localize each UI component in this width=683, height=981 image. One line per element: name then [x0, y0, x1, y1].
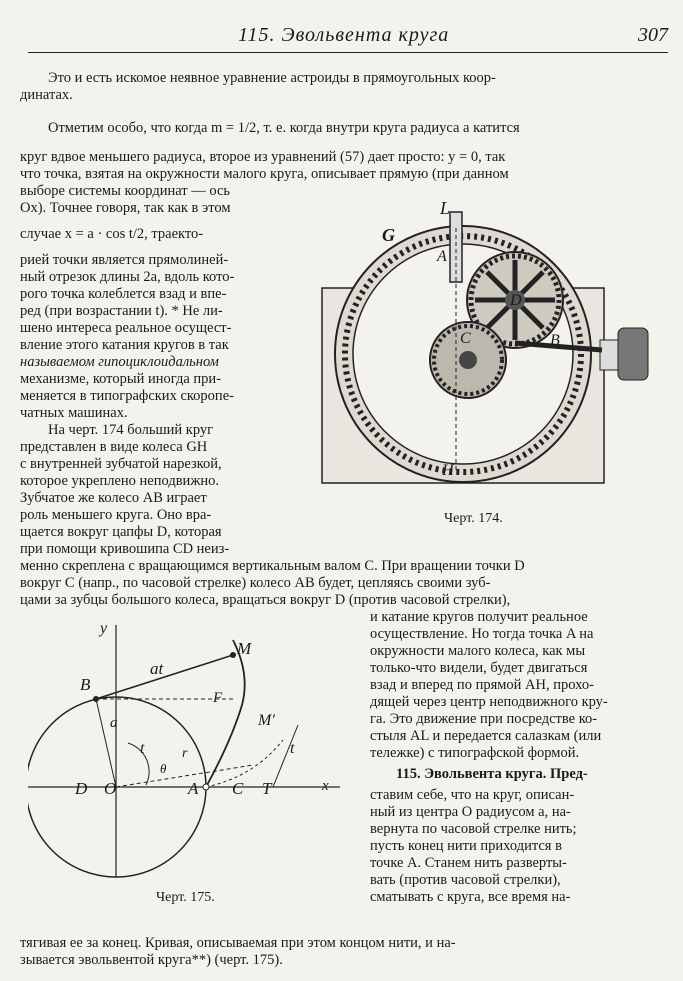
fig175-label-d: D — [75, 779, 88, 798]
text-line: выборе системы координат — ось — [20, 183, 231, 199]
shaft-drum — [618, 328, 648, 380]
figure-175-involute-diagram — [28, 615, 348, 885]
page-number: 307 — [638, 24, 668, 46]
fig175-label-o: O — [104, 779, 117, 798]
fig175-label-a: a — [110, 715, 118, 731]
point-m — [230, 652, 236, 658]
fig175-label-t2: t — [290, 740, 295, 757]
text-line: окружности малого колеса, как мы — [370, 643, 586, 659]
fig175-label-t1: t — [140, 740, 145, 757]
text-line: шено интереса реальное осущест- — [20, 320, 232, 336]
text-line: На черт. 174 больший круг — [48, 422, 214, 438]
text-line: ный из центра O радиусом a, на- — [370, 804, 571, 820]
fig175-label-a-point: A — [188, 779, 199, 798]
fig175-label-m-prime: M′ — [258, 712, 275, 729]
text-line: роль меньшего круга. Оно вра- — [20, 507, 212, 523]
text-line: ред (при возрастании t). * Не ли- — [20, 303, 223, 319]
text-line: рией точки является прямолиней- — [20, 252, 229, 268]
text-line: точке A. Станем нить разверты- — [370, 855, 567, 871]
fig174-label-g: G — [382, 225, 395, 245]
text-line: дящей через центр неподвижного кру- — [370, 694, 608, 710]
text-line: вернута по часовой стрелке нить; — [370, 821, 577, 837]
text-line: тягивая ее за конец. Кривая, описываемая при этом концом нити, и на- — [20, 935, 456, 951]
fig175-label-theta: θ — [160, 761, 167, 776]
text-line: рого точка колеблется взад и впе- — [20, 286, 227, 302]
text-line: Зубчатое же колесо AB играет — [20, 490, 207, 506]
text-line: случае x = a · cos t/2, траекто- — [20, 226, 204, 242]
fig175-label-c: C — [232, 779, 244, 798]
running-header — [28, 22, 668, 53]
fig175-label-y: y — [100, 620, 108, 637]
text-line: вление этого катания кругов в так — [20, 337, 229, 353]
text-line: вать (против часовой стрелки), — [370, 872, 561, 888]
text-line: круг вдвое меньшего радиуса, второе из уравнений (57) дает просто: y = 0, так — [20, 149, 506, 165]
text-line: пусть конец нити приходится в — [370, 838, 562, 854]
fig174-label-d: D — [510, 292, 522, 309]
text-line: называемом гипоциклоидальном — [20, 354, 219, 370]
text-line: только-что видели, будет двигаться — [370, 660, 588, 676]
text-line: взад и вперед по прямой AH, прохо- — [370, 677, 594, 693]
text-line: га. Это движение при посредстве ко- — [370, 711, 598, 727]
fig175-label-t-point: T — [262, 779, 272, 798]
text-line: ставим себе, что на круг, описан- — [370, 787, 575, 803]
text-line: сматывать с круга, все время на- — [370, 889, 571, 905]
header-title: 115. Эвольвента круга — [238, 24, 450, 46]
text-line: и катание кругов получит реальное — [370, 609, 588, 625]
text-line: механизме, который иногда при- — [20, 371, 221, 387]
text-line: Это и есть искомое неявное уравнение астроиды в прямоугольных коор- — [48, 70, 496, 86]
text-line: динатах. — [20, 87, 73, 103]
text-line: ный отрезок длины 2a, вдоль кото- — [20, 269, 235, 285]
figure-174-caption: Черт. 174. — [444, 511, 503, 526]
text-line: щается вокруг цапфы D, которая — [20, 524, 222, 540]
text-line: которое укреплено неподвижно. — [20, 473, 219, 489]
point-b — [93, 696, 99, 702]
text-line: менно скреплена с вращающимся вертикальным валом C. При вращении точки D — [20, 558, 525, 574]
fig175-label-at: at — [150, 659, 164, 678]
text-line: Ox). Точнее говоря, так как в этом — [20, 200, 231, 216]
text-line: с внутренней зубчатой нарезкой, — [20, 456, 222, 472]
radius-ob — [96, 699, 116, 787]
fig175-label-x: x — [322, 778, 329, 794]
text-line: меняется в типографских скоропе- — [20, 388, 234, 404]
fig174-label-l: L — [440, 198, 451, 218]
fig175-label-f: F — [213, 690, 223, 706]
section-heading: 115. Эвольвента круга. Пред- — [396, 766, 588, 782]
fig175-label-b: B — [80, 675, 91, 694]
text-line: вокруг C (напр., по часовой стрелке) колесо AB будет, цепляясь своими зуб- — [20, 575, 491, 591]
fig174-label-a: A — [437, 248, 447, 265]
text-line: представлен в виде колеса GH — [20, 439, 208, 455]
fig174-label-c: C — [460, 330, 471, 347]
point-a — [203, 784, 209, 790]
fig175-label-r: r — [182, 746, 188, 761]
text-line: Отметим особо, что когда m = 1/2, т. е. когда внутри круга радиуса a катится — [48, 120, 520, 136]
text-line: зывается эвольвентой круга**) (черт. 175). — [20, 952, 283, 968]
fig174-label-b: B — [550, 332, 560, 349]
fig174-label-h: H — [442, 462, 454, 479]
fig175-label-m: M — [237, 639, 252, 658]
text-line: при помощи кривошипа CD неиз- — [20, 541, 230, 557]
text-line: что точка, взятая на окружности малого круга, описывает прямую (при данном — [20, 166, 509, 182]
gear-c-hub — [459, 351, 477, 369]
shaft-housing — [600, 340, 620, 370]
figure-174-gear-mechanism — [310, 200, 670, 500]
figure-175-caption: Черт. 175. — [156, 890, 215, 905]
text-line: тележке) с типографской формой. — [370, 745, 580, 761]
text-line: чатных машинах. — [20, 405, 128, 421]
text-line: осуществление. Но тогда точка A на — [370, 626, 594, 642]
text-line: стыля AL и передается салазкам (или — [370, 728, 602, 744]
text-line: цами за зубцы большого колеса, вращаться вокруг D (против часовой стрелки), — [20, 592, 511, 608]
angle-arc-t — [128, 743, 149, 785]
